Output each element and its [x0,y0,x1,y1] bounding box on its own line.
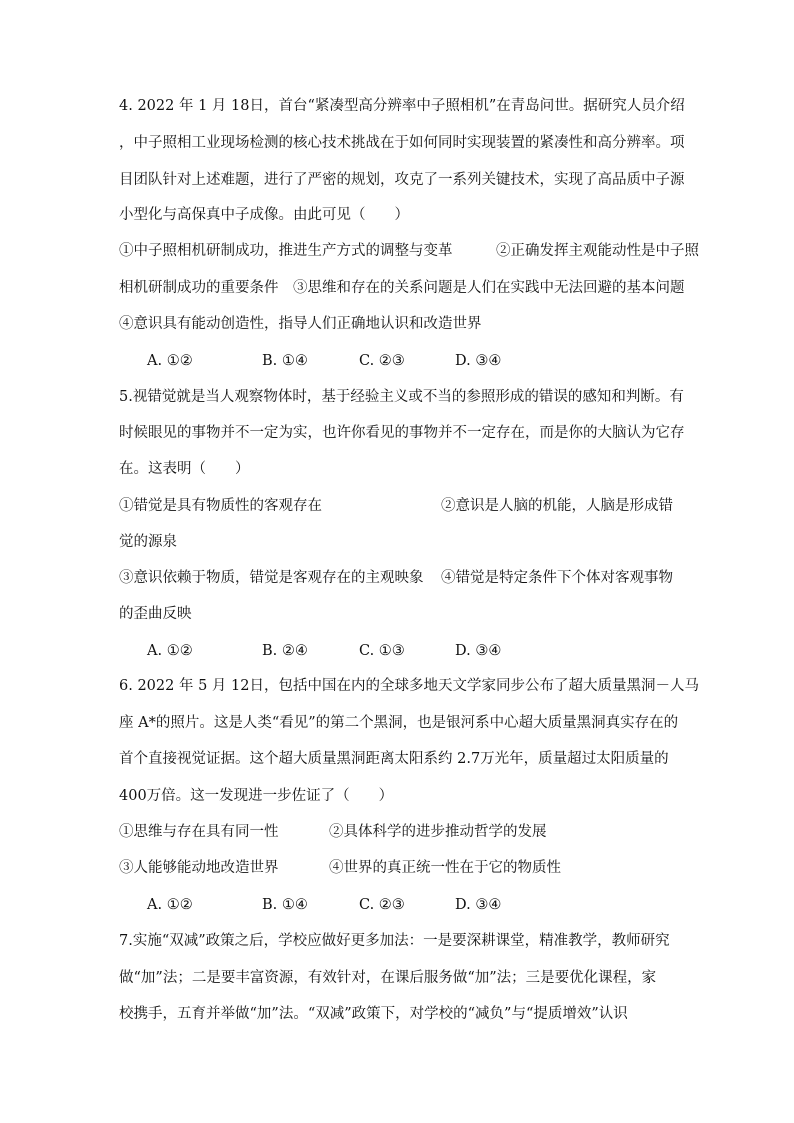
q4-option-a: A. ①② [147,353,193,369]
q5-statement-3: ③意识依赖于物质，错觉是客观存在的主观映象 [119,570,424,586]
q5-stem-line-1: 5.视错觉就是当人观察物体时，基于经验主义或不当的参照形成的错误的感知和判断。有 [119,389,684,405]
q6-stem-line-1: 6. 2022 年 5 月 12日，包括中国在内的全球多地天文学家同步公布了超大质量黑洞－人马 [119,678,699,694]
q4-stem-line-1: 4. 2022 年 1 月 18日，首台“紧凑型高分辨率中子照相机”在青岛问世。据研究人员介绍 [119,98,685,114]
q6-option-c: C. ②③ [359,897,405,913]
q4-option-c: C. ②③ [359,353,405,369]
q4-option-b: B. ①④ [262,353,308,369]
q5-statement-2: ②意识是人脑的机能，人脑是形成错 [441,498,673,514]
q6-statement-2: ②具体科学的进步推动哲学的发展 [329,824,547,840]
q5-option-c: C. ①③ [359,643,405,659]
q5-statement-4-cont: 的歪曲反映 [119,606,192,622]
q6-option-d: D. ③④ [455,897,502,913]
q4-stem-line-3: 目团队针对上述难题，进行了严密的规划，攻克了一系列关键技术，实现了高品质中子源 [119,172,685,188]
q6-stem-line-3: 首个直接视觉证据。这个超大质量黑洞距离太阳系约 2.7万光年，质量超过太阳质量的 [119,751,669,767]
q7-stem-line-2: 做“加”法；二是要丰富资源，有效针对，在课后服务做“加”法；三是要优化课程，家 [119,970,657,986]
q4-stem-line-2: ，中子照相工业现场检测的核心技术挑战在于如何同时实现装置的紧凑性和高分辨率。项 [119,135,685,151]
q4-stem-line-4: 小型化与高保真中子成像。由此可见（ ） [119,207,409,223]
q5-statement-4: ④错觉是特定条件下个体对客观事物 [441,570,673,586]
q5-option-a: A. ①② [147,643,193,659]
q4-statement-line-1: ①中子照相机研制成功，推进生产方式的调整与变革 ②正确发挥主观能动性是中子照 [119,243,699,259]
q5-statement-1: ①错觉是具有物质性的客观存在 [119,498,322,514]
q6-stem-line-4: 400万倍。这一发现进一步佐证了（ ） [119,788,394,804]
q6-statement-4: ④世界的真正统一性在于它的物质性 [329,860,561,876]
q6-statement-1: ①思维与存在具有同一性 [119,824,279,840]
q6-stem-line-2: 座 A*的照片。这是人类“看见”的第二个黑洞，也是银河系中心超大质量黑洞真实存在的 [119,715,679,731]
q7-stem-line-3: 校携手，五育并举做“加”法。“双减”政策下，对学校的“减负”与“提质增效”认识 [119,1006,628,1022]
q7-stem-line-1: 7.实施“双减”政策之后，学校应做好更多加法：一是要深耕课堂，精准教学，教师研究 [119,933,670,949]
q5-stem-line-3: 在。这表明（ ） [119,461,250,477]
q6-option-a: A. ①② [147,897,193,913]
q5-statement-2-cont: 觉的源泉 [119,534,177,550]
q5-option-d: D. ③④ [455,643,502,659]
q6-statement-3: ③人能够能动地改造世界 [119,860,279,876]
q5-stem-line-2: 时候眼见的事物并不一定为实，也许你看见的事物并不一定存在，而是你的大脑认为它存 [119,425,685,441]
q6-option-b: B. ①④ [262,897,308,913]
q4-option-d: D. ③④ [455,353,502,369]
q5-option-b: B. ②④ [262,643,308,659]
q4-statement-line-3: ④意识具有能动创造性，指导人们正确地认识和改造世界 [119,316,482,332]
q4-statement-line-2: 相机研制成功的重要条件 ③思维和存在的关系问题是人们在实践中无法回避的基本问题 [119,280,685,296]
